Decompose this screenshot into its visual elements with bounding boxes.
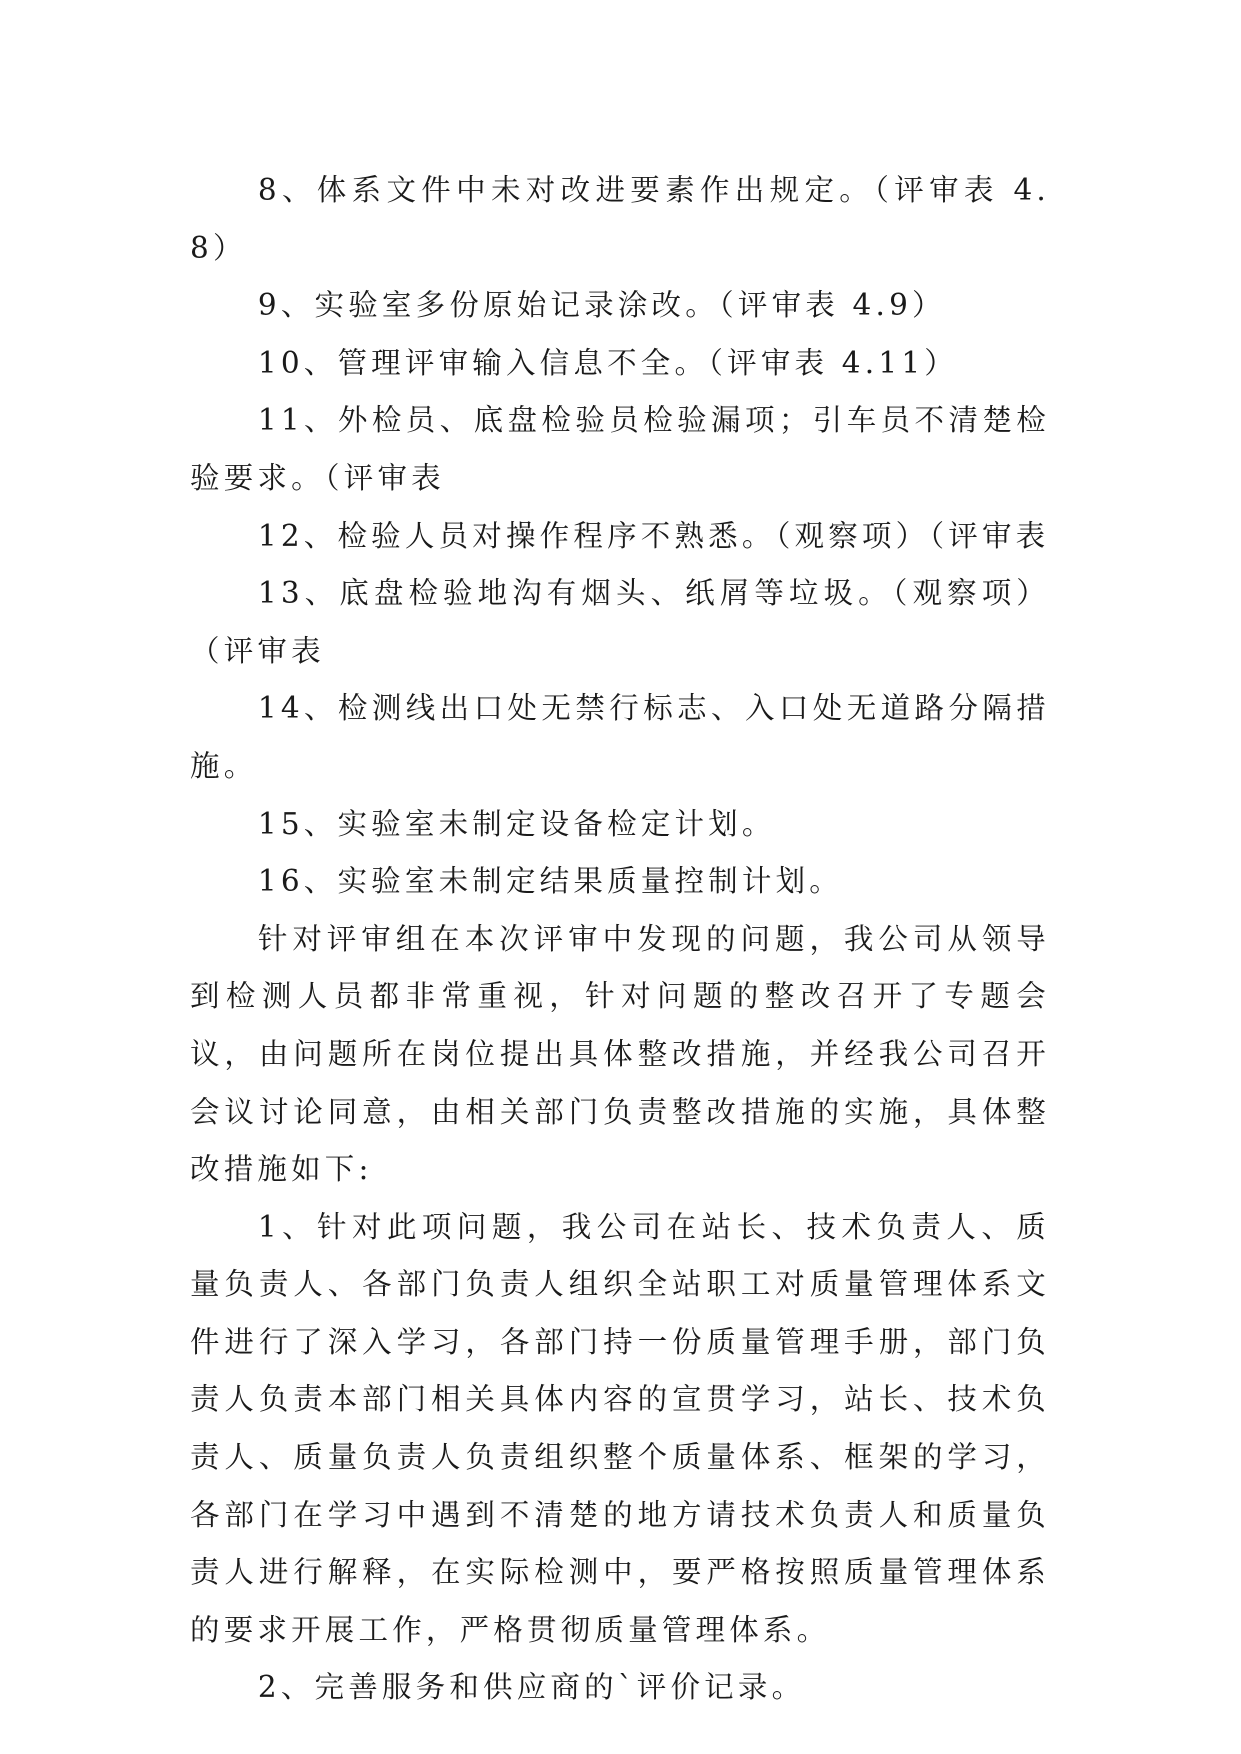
paragraph-finding-14: 14、检测线出口处无禁行标志、入口处无道路分隔措施。 [190,691,1050,783]
document-body [190,162,1050,1717]
paragraph-finding-11: 11、外检员、底盘检验员检验漏项；引车员不清楚检验要求。（评审表 [190,403,1050,495]
paragraph-response-intro: 针对评审组在本次评审中发现的问题，我公司从领导到检测人员都非常重视，针对问题的整改召开了专题会议，由问题所在岗位提出具体整改措施，并经我公司召开会议讨论同意，由相关部门负责整改措施的实施，具体整改措施如下: [190,921,1050,1187]
paragraph-measure-2: 2、完善服务和供应商的`评价记录。 [257,1670,806,1705]
paragraph-finding-10: 10、管理评审输入信息不全。（评审表 4.11） [257,345,958,380]
paragraph-finding-15: 15、实验室未制定设备检定计划。 [257,806,776,841]
paragraph-measure-1: 1、针对此项问题，我公司在站长、技术负责人、质量负责人、各部门负责人组织全站职工对质量管理体系文件进行了深入学习，各部门持一份质量管理手册，部门负责人负责本部门相关具体内容的宣贯学习，站长、技术负责人、质量负责人负责组织整个质量体系、框架的学习，各部门在学习中遇到不清楚的地方请技术负责人和质量负责人进行解释，在实际检测中，要严格按照质量管理体系的要求开展工作，严格贯彻质量管理体系。 [190,1209,1050,1647]
paragraph-finding-13: 13、底盘检验地沟有烟头、纸屑等垃圾。（观察项）（评审表 [190,576,1050,668]
paragraph-finding-8: 8、体系文件中未对改进要素作出规定。（评审表 4.8） [190,173,1050,265]
paragraph-finding-12: 12、检验人员对操作程序不熟悉。（观察项）（评审表 [257,518,1050,553]
paragraph-finding-16: 16、实验室未制定结果质量控制计划。 [257,864,843,899]
paragraph-finding-9: 9、实验室多份原始记录涂改。（评审表 4.9） [257,288,946,323]
